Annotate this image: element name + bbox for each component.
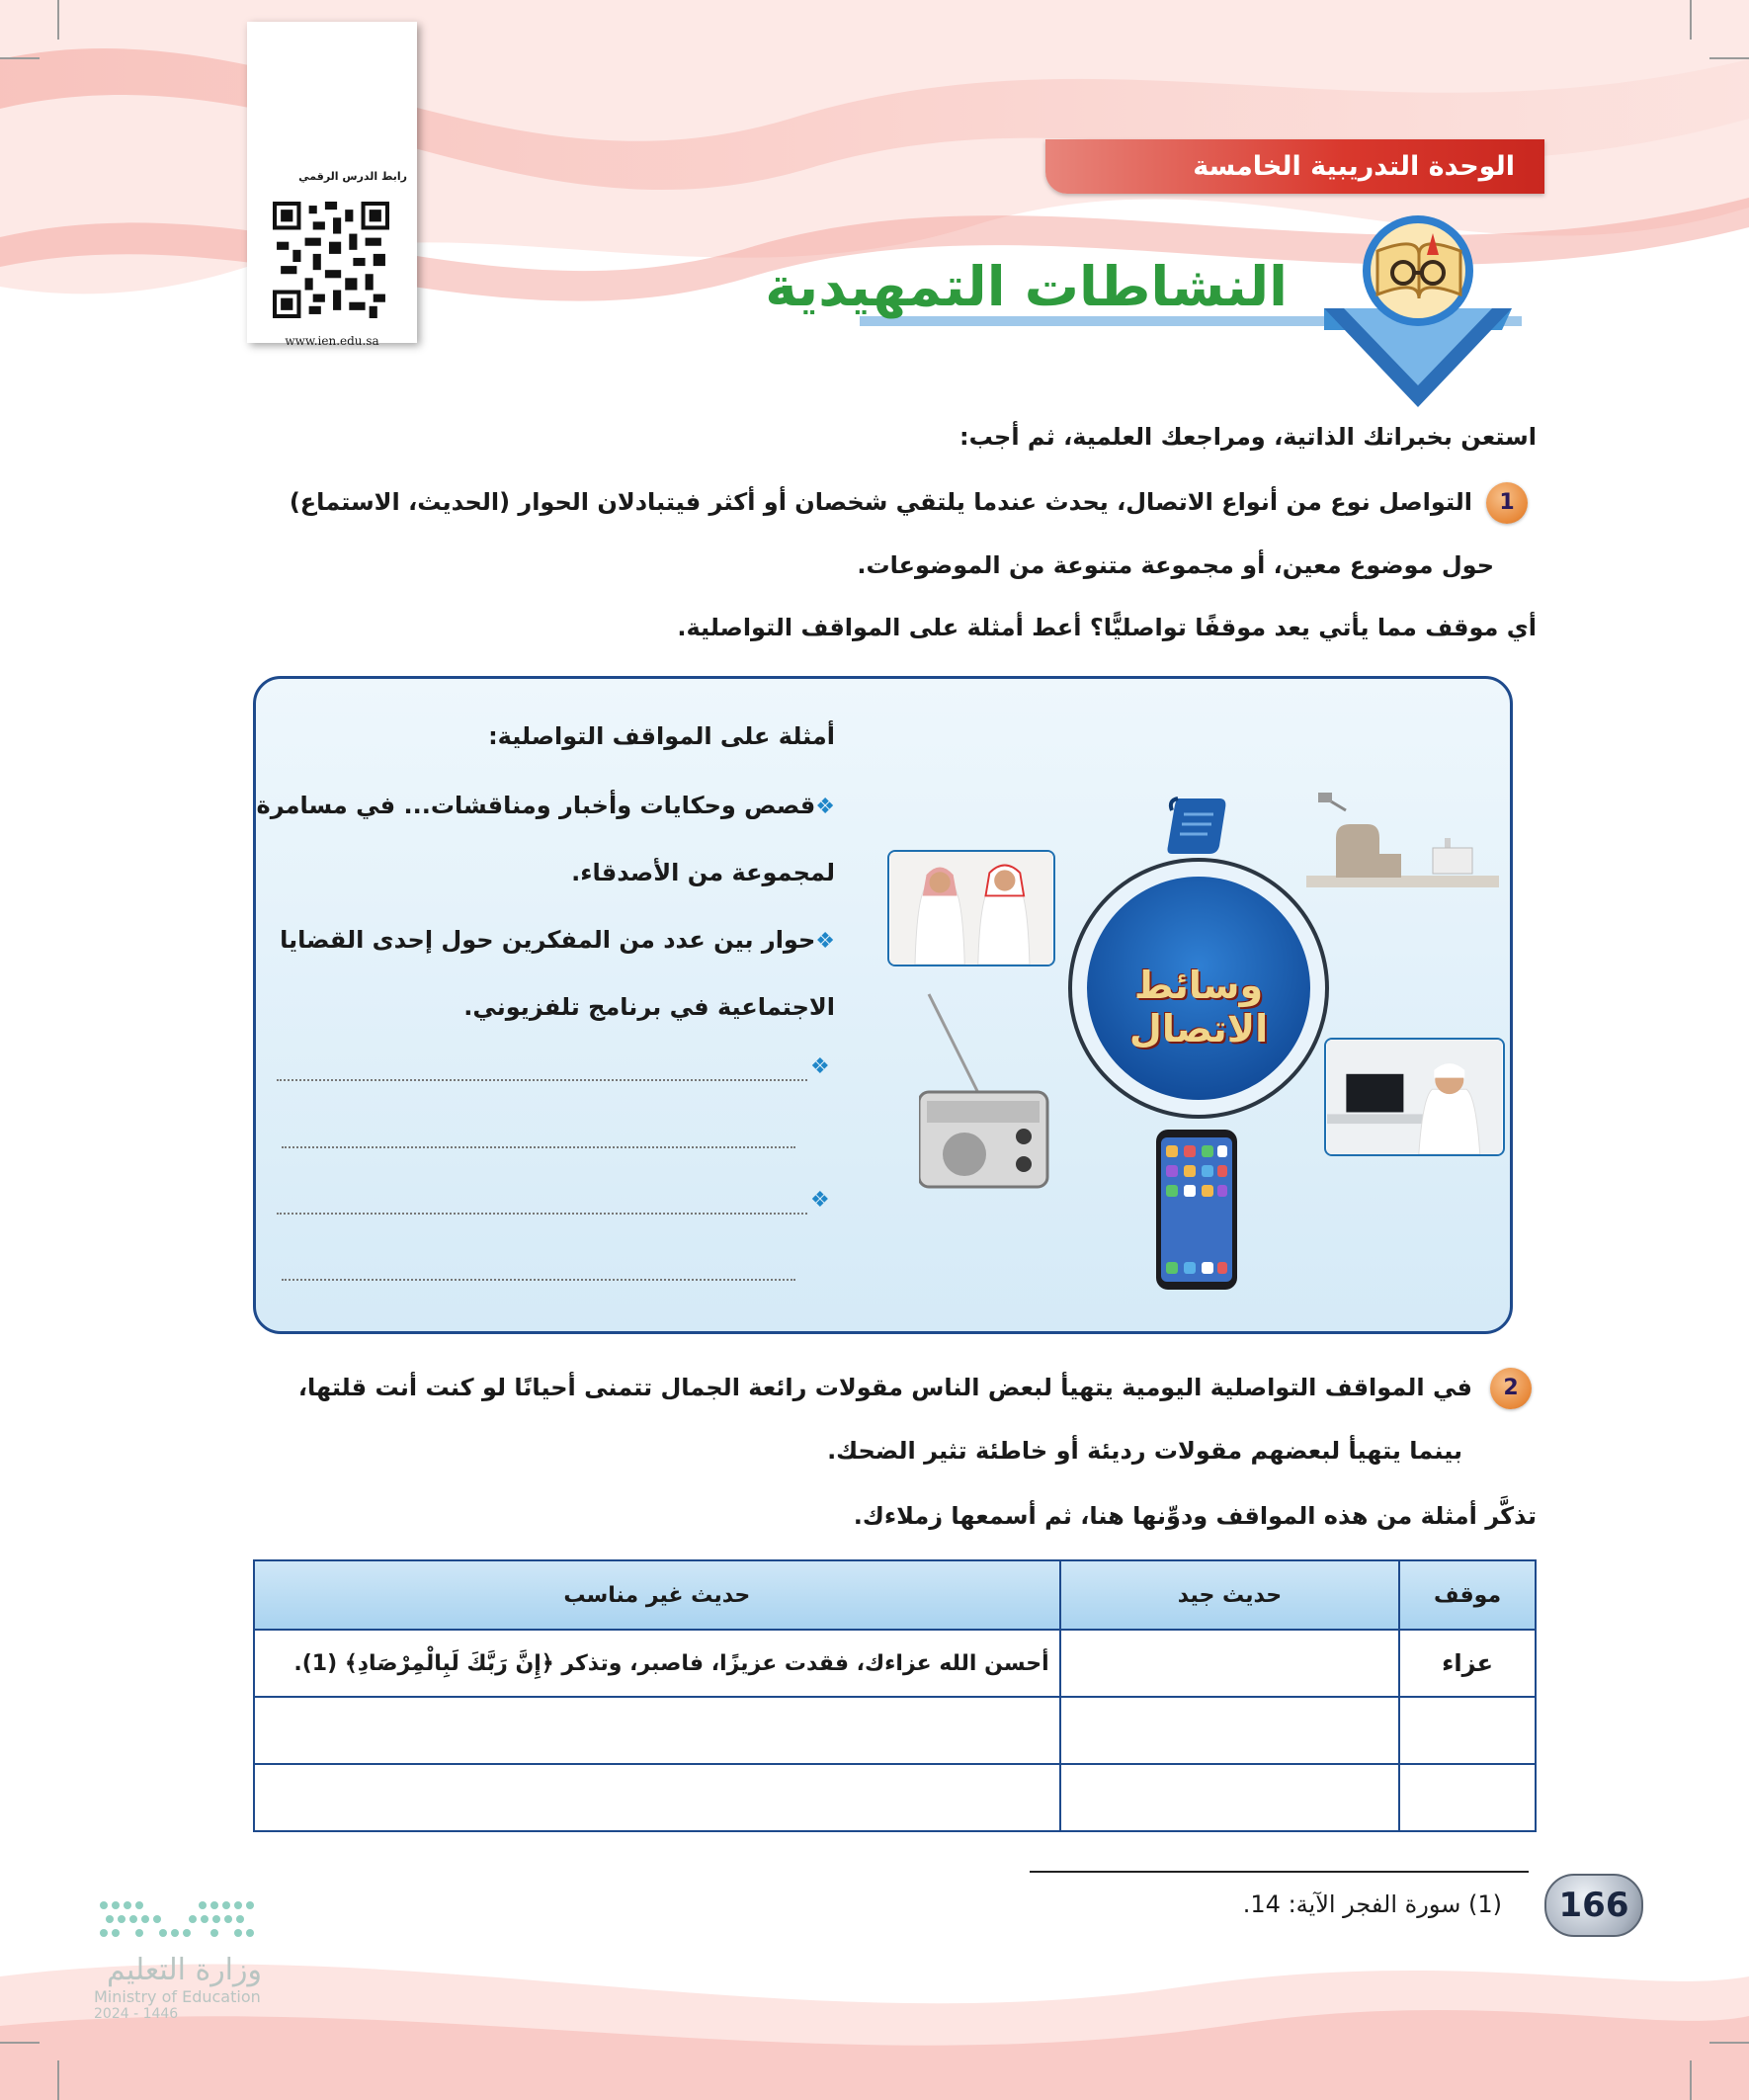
table-row bbox=[254, 1630, 1536, 1697]
q1-line-2: حول موضوع معين، أو مجموعة متنوعة من الموضوعات. bbox=[857, 551, 1494, 579]
qr-code-icon[interactable] bbox=[273, 202, 389, 318]
diamond-bullet-icon: ❖ bbox=[810, 1054, 830, 1079]
answer-line[interactable] bbox=[282, 1144, 795, 1148]
radio-icon bbox=[919, 988, 1049, 1191]
example-item-1 bbox=[257, 786, 835, 827]
example-item-2-line-1: حوار بين عدد من المفكرين حول إحدى القضايا bbox=[280, 926, 816, 954]
q1-question: أي موقف مما يأتي يعد موقفًا تواصليًّا؟ أعط أمثلة على المواقف التواصلية. bbox=[677, 614, 1537, 641]
table-row bbox=[254, 1764, 1536, 1831]
cell-situation: عزاء bbox=[1399, 1630, 1536, 1697]
example-item-1-line-1: قصص وحكايات وأخبار ومناقشات... في مسامرة bbox=[256, 792, 816, 819]
example-item-2 bbox=[280, 920, 835, 962]
example-item-1-line-2: لمجموعة من الأصدقاء. bbox=[571, 859, 835, 886]
answer-line[interactable] bbox=[282, 1277, 795, 1281]
situations-table bbox=[253, 1559, 1537, 1832]
table-row bbox=[254, 1697, 1536, 1764]
living-room-icon bbox=[1306, 789, 1499, 895]
examples-heading: أمثلة على المواقف التواصلية: bbox=[488, 722, 835, 750]
people-talking-icon bbox=[889, 852, 1053, 965]
cell-situation[interactable] bbox=[1399, 1764, 1536, 1831]
smartphone-icon bbox=[1156, 1130, 1237, 1290]
trim-mark bbox=[0, 2042, 40, 2044]
ministry-name-en: Ministry of Education bbox=[94, 1987, 261, 2006]
scroll-icon bbox=[1164, 791, 1233, 860]
answer-line[interactable] bbox=[277, 1211, 807, 1215]
people-talking-photo bbox=[887, 850, 1055, 966]
cell-good-speech[interactable] bbox=[1060, 1764, 1399, 1831]
ministry-year: 2024 - 1446 bbox=[94, 2006, 179, 2022]
trim-mark bbox=[57, 0, 59, 40]
diamond-bullet-icon: ❖ bbox=[815, 795, 835, 819]
qr-label: رابط الدرس الرقمي bbox=[298, 170, 407, 183]
boy-computer-photo bbox=[1324, 1038, 1505, 1156]
cell-bad-speech: أحسن الله عزاءك، فقدت عزيزًا، فاصبر، وتذكر ﴿إِنَّ رَبَّكَ لَبِالْمِرْصَادِ﴾ (1). bbox=[254, 1630, 1060, 1697]
q2-line-2: بينما يتهيأ لبعضهم مقولات رديئة أو خاطئة تثير الضحك. bbox=[827, 1437, 1462, 1465]
trim-mark bbox=[57, 2060, 59, 2100]
trim-mark bbox=[0, 57, 40, 59]
diamond-bullet-icon: ❖ bbox=[815, 929, 835, 954]
table-header-row bbox=[254, 1560, 1536, 1630]
q2-instruction: تذكَّر أمثلة من هذه المواقف ودوِّنها هنا، ثم أسمعها زملاءك. bbox=[853, 1502, 1537, 1530]
trim-mark bbox=[1709, 2042, 1749, 2044]
q2-line-1: في المواقف التواصلية اليومية يتهيأ لبعض الناس مقولات رائعة الجمال تتمنى أحيانًا لو كنت أنت قلتها، bbox=[297, 1374, 1472, 1401]
cell-bad-speech[interactable] bbox=[254, 1764, 1060, 1831]
diamond-bullet-icon: ❖ bbox=[810, 1188, 830, 1213]
intro-text: استعن بخبراتك الذاتية، ومراجعك العلمية، ثم أجب: bbox=[959, 423, 1537, 451]
footnote: (1) سورة الفجر الآية: 14. bbox=[1242, 1890, 1502, 1918]
question-number-1: 1 bbox=[1486, 482, 1528, 524]
trim-mark bbox=[1709, 57, 1749, 59]
q1-line-1: التواصل نوع من أنواع الاتصال، يحدث عندما يلتقي شخصان أو أكثر فيتبادلان الحوار (الحديث، الاستماع) bbox=[289, 488, 1472, 516]
question-number-2: 2 bbox=[1490, 1368, 1532, 1409]
footnote-rule bbox=[1030, 1871, 1529, 1873]
section-title: النشاطات التمهيدية bbox=[765, 255, 1288, 318]
ministry-name-ar: وزارة التعليم bbox=[106, 1953, 262, 1987]
trim-mark bbox=[1690, 2060, 1692, 2100]
example-item-2-line-2: الاجتماعية في برنامج تلفزيوني. bbox=[463, 993, 835, 1021]
answer-line[interactable] bbox=[277, 1077, 807, 1081]
cell-good-speech[interactable] bbox=[1060, 1697, 1399, 1764]
header-good-speech: حديث جيد bbox=[1060, 1560, 1399, 1630]
qr-card[interactable] bbox=[247, 22, 417, 348]
ministry-logo bbox=[94, 1897, 321, 2022]
trim-mark bbox=[1690, 0, 1692, 40]
cell-situation[interactable] bbox=[1399, 1697, 1536, 1764]
unit-badge bbox=[1045, 139, 1544, 194]
header-bad-speech: حديث غير مناسب bbox=[254, 1560, 1060, 1630]
page-number: 166 bbox=[1544, 1874, 1643, 1937]
header-situation: موقف bbox=[1399, 1560, 1536, 1630]
cell-good-speech[interactable] bbox=[1060, 1630, 1399, 1697]
cell-bad-speech[interactable] bbox=[254, 1697, 1060, 1764]
media-hub-label: وسائط الاتصال bbox=[1128, 964, 1269, 1050]
qr-url[interactable]: www.ien.edu.sa bbox=[285, 334, 379, 348]
book-glasses-icon bbox=[1372, 229, 1466, 308]
boy-computer-icon bbox=[1326, 1040, 1503, 1154]
ministry-dots-icon bbox=[94, 1897, 262, 1949]
unit-label: الوحدة التدريبية الخامسة bbox=[1193, 151, 1515, 182]
